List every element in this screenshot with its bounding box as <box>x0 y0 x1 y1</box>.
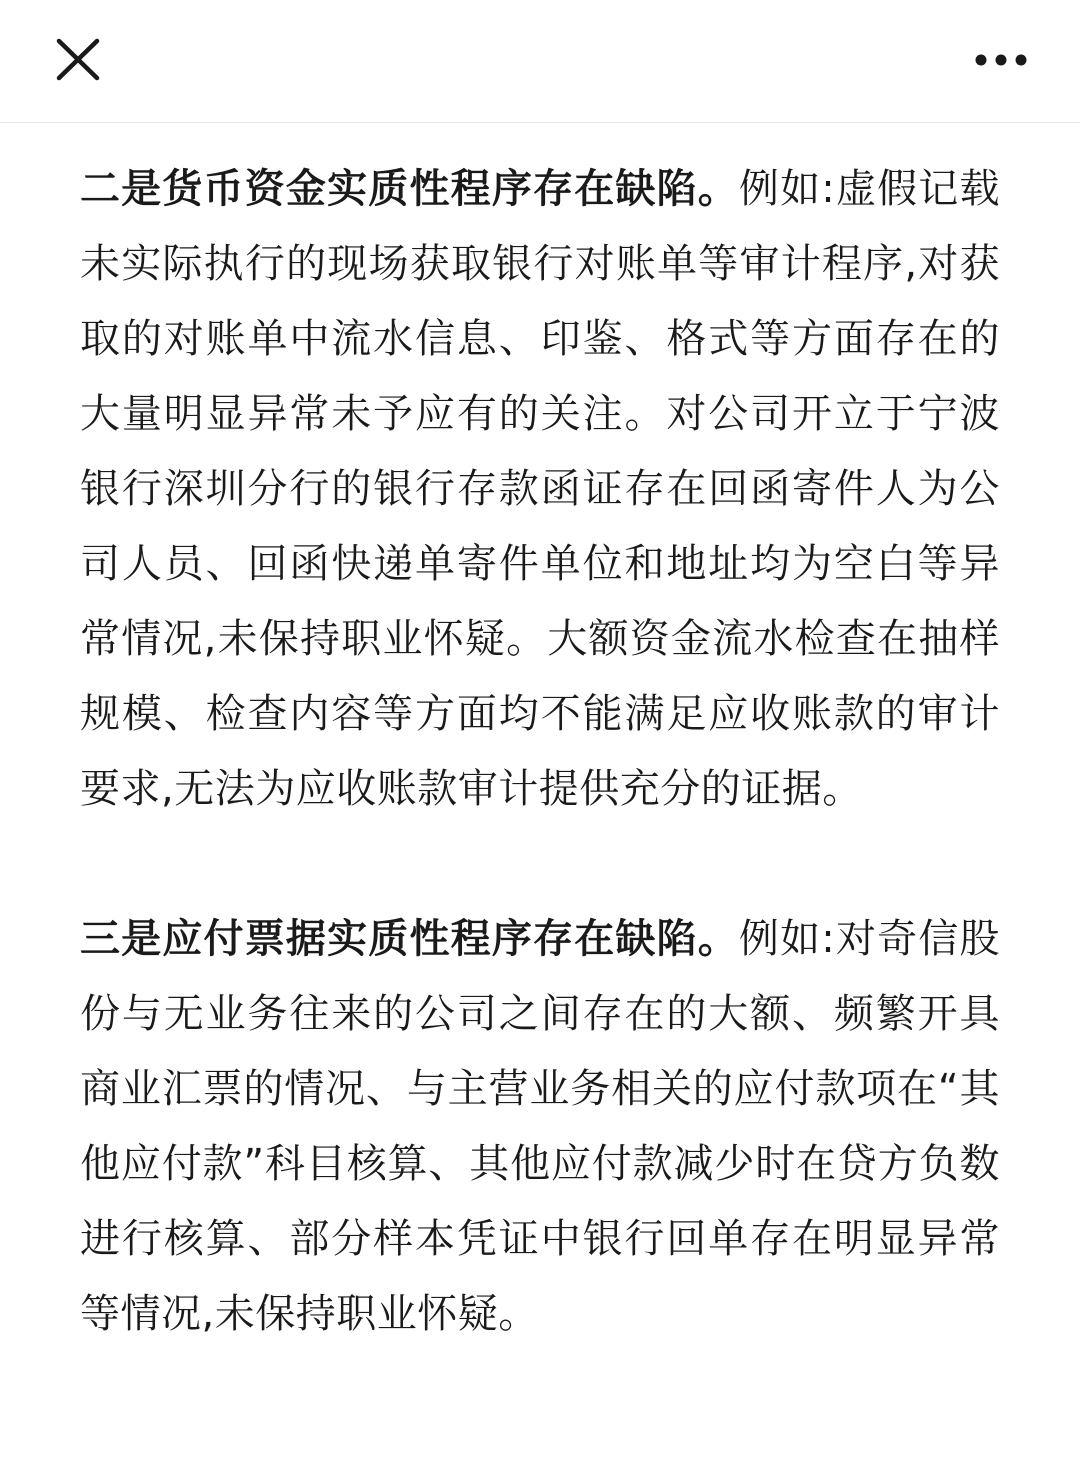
top-bar <box>0 0 1080 123</box>
article-body <box>80 152 1000 1352</box>
paragraph-text: 例如:对奇信股份与无业务往来的公司之间存在的大额、频繁开具商业汇票的情况、与主营业务相关的应付款项在“其他应付款”科目核算、其他应付款减少时在贷方负数进行核算、部分样本凭证中银行回单存在明显异常等情况,未保持职业怀疑。 <box>80 916 1000 1337</box>
paragraph-text: 例如:虚假记载未实际执行的现场获取银行对账单等审计程序,对获取的对账单中流水信息、印鉴、格式等方面存在的大量明显异常未予应有的关注。对公司开立于宁波银行深圳分行的银行存款函证存在回函寄件人为公司人员、回函快递单寄件单位和地址均为空白等异常情况,未保持职业怀疑。大额资金流水检查在抽样规模、检查内容等方面均不能满足应收账款的审计要求,无法为应收账款审计提供充分的证据。 <box>80 166 1000 812</box>
paragraph-heading: 二是货币资金实质性程序存在缺陷。 <box>80 166 739 212</box>
close-button[interactable] <box>50 30 108 88</box>
article-paragraph <box>80 152 1000 827</box>
article-paragraph <box>80 902 1000 1352</box>
more-options-button[interactable] <box>966 40 1036 80</box>
close-icon <box>50 30 108 88</box>
paragraph-heading: 三是应付票据实质性程序存在缺陷。 <box>80 916 739 962</box>
more-horizontal-icon <box>966 40 1036 80</box>
